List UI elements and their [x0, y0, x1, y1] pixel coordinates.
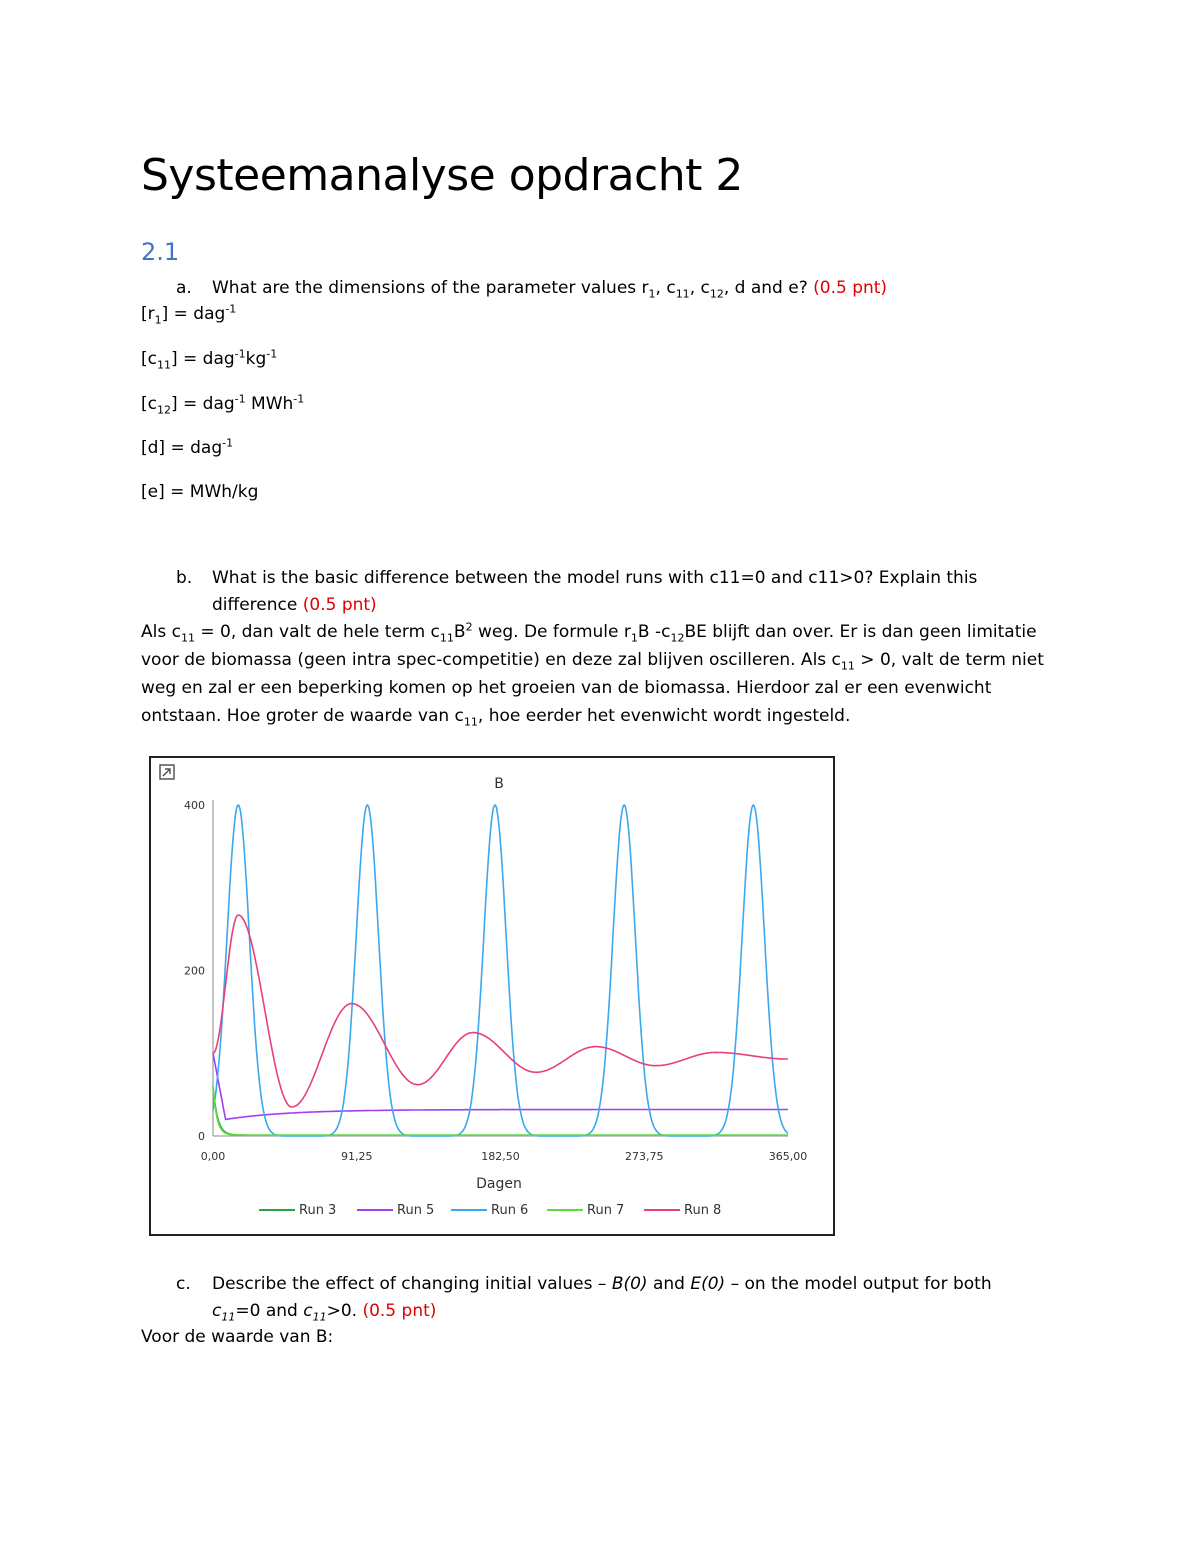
legend-label: Run 7 [587, 1203, 625, 1218]
x-tick-label: 91,25 [341, 1150, 373, 1163]
x-tick-label: 365,00 [768, 1150, 808, 1163]
points-label: (0.5 pnt) [362, 1301, 437, 1321]
legend-label: Run 3 [299, 1203, 337, 1218]
points-label: (0.5 pnt) [302, 595, 377, 615]
section-heading: 2.1 [141, 238, 180, 266]
dimension-e: [e] = MWh/kg [141, 482, 259, 502]
dimension-c11: $[c_{11}] = dag^{-1}kg^{-1}$ [141, 347, 278, 372]
question-c-marker: c. [176, 1274, 191, 1294]
question-b-line1: What is the basic difference between the model runs with c11=0 and c11>0? Explain this [212, 568, 978, 588]
closing-line: Voor de waarde van B: [141, 1327, 334, 1347]
chart-figure [149, 756, 835, 1236]
question-c-line2: $c_{11}=0$ and $c_{11}>0$. (0.5 pnt) [212, 1301, 437, 1324]
question-a-marker: a. [176, 278, 192, 298]
series-line-run-6 [213, 805, 788, 1136]
y-tick-label: 0 [198, 1130, 205, 1143]
series-line-run-8 [213, 915, 788, 1107]
question-b-marker: b. [176, 568, 193, 588]
dimension-d: [d] = dag$^{-1}$ [141, 436, 234, 458]
chart-x-axis-label: Dagen [476, 1176, 522, 1192]
series-line-run-3 [213, 1086, 788, 1135]
dimension-c12: $[c_{12}] = dag^{-1}$ MWh$^{-1}$ [141, 392, 305, 417]
question-a-text: What are the dimensions of the parameter values $r_1$, $c_{11}$, $c_{12}$, d and e? (0.5 pnt) [212, 278, 888, 301]
x-tick-label: 0,00 [200, 1150, 226, 1163]
chart-svg [151, 758, 833, 1234]
points-label: (0.5 pnt) [813, 278, 888, 298]
legend-item [451, 1203, 528, 1218]
legend-item [259, 1203, 336, 1218]
page-title: Systeemanalyse opdracht 2 [141, 150, 743, 201]
expand-icon[interactable] [160, 765, 174, 779]
legend-label: Run 8 [684, 1203, 722, 1218]
question-b-line2: difference (0.5 pnt) [212, 595, 377, 615]
legend-label: Run 6 [491, 1203, 529, 1218]
legend-item [357, 1203, 434, 1218]
y-tick-label: 400 [184, 799, 205, 812]
x-tick-label: 273,75 [625, 1150, 664, 1163]
answer-b-paragraph: Als $c_{11} = 0$, dan valt de hele term $c_{11}B^2$ weg. De formule $r_1B$ $-c_{12}BE$ blijft dan over. Er is dan geen limitatie voor de biomassa (geen intra spec-competitie) en deze zal blijven oscilleren. Als $c_{11} > 0$, valt de term niet weg en zal er een beperking komen op het groeien van de biomassa. Hierdoor zal er een evenwicht ontstaan. Hoe groter de waarde van $c_{11}$, hoe eerder het evenwicht wordt ingesteld. [141, 620, 1044, 729]
question-c-line1: Describe the effect of changing initial values – B(0) and E(0) – on the model output for both [212, 1274, 992, 1294]
legend-label: Run 5 [397, 1203, 435, 1218]
y-tick-label: 200 [184, 964, 205, 978]
dimension-r1: $[r_1] = dag^{-1}$ [141, 302, 237, 327]
legend-item [644, 1203, 721, 1218]
series-line-run-5 [213, 1053, 788, 1119]
legend-item [547, 1203, 624, 1218]
chart-title: B [494, 776, 504, 792]
series-line-run-7 [213, 1086, 788, 1135]
x-tick-label: 182,50 [481, 1150, 520, 1163]
